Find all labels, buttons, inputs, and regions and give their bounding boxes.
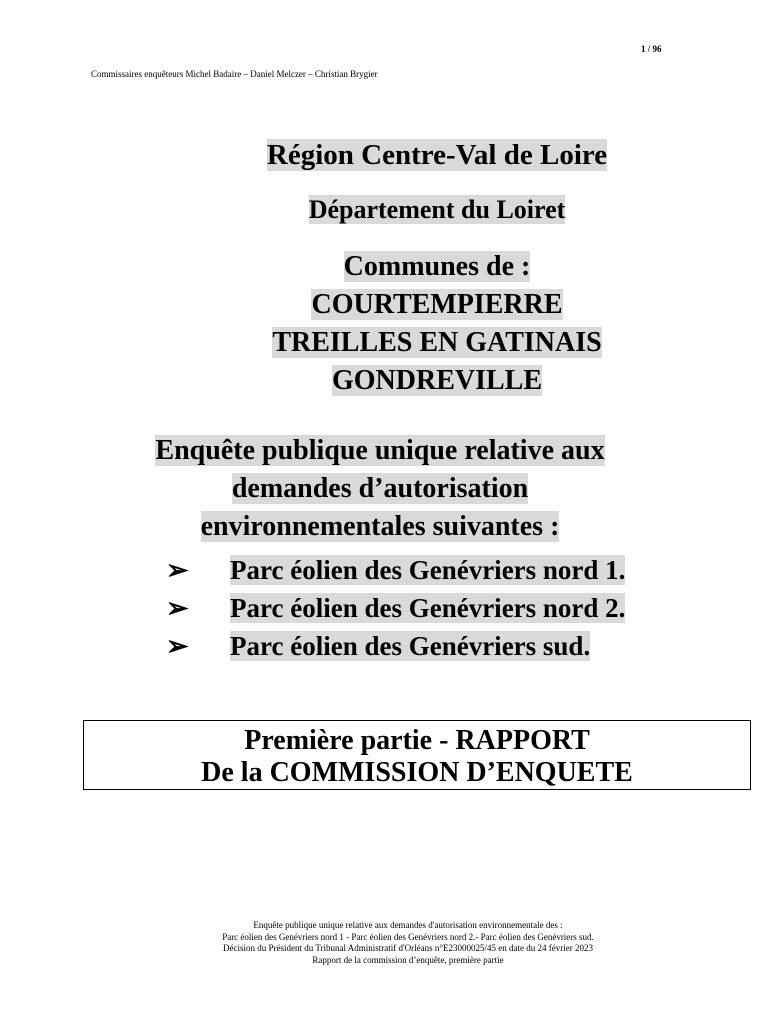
department-text: Département du Loiret: [308, 195, 566, 224]
subject-heading: [0, 432, 765, 546]
commune-name: TREILLES EN GATINAIS: [272, 327, 602, 358]
parc-list: [166, 551, 625, 665]
subject-line: environnementales suivantes :: [200, 511, 560, 542]
page-footer: [23, 920, 770, 966]
region-title: [52, 139, 770, 172]
arrow-bullet-icon: ➢: [166, 631, 189, 661]
parc-name: Parc éolien des Genévriers sud.: [230, 631, 591, 661]
communes-label: Communes de :: [343, 251, 531, 282]
list-item: [166, 627, 625, 665]
page-number: 1 / 96: [641, 44, 662, 54]
report-title-line2: De la COMMISSION D’ENQUETE: [201, 757, 633, 788]
arrow-bullet-icon: ➢: [166, 593, 189, 623]
commissioners-header: Commissaires enquêteurs Michel Badaire – Daniel Melczer – Christian Brygier: [91, 69, 378, 79]
department-title: [52, 195, 770, 225]
parc-name: Parc éolien des Genévriers nord 2.: [230, 593, 626, 623]
footer-line: Enquête publique unique relative aux demandes d'autorisation environnementale des :: [253, 920, 563, 930]
footer-line: Parc éolien des Genévriers nord 1 - Parc éolien des Genévriers nord 2.- Parc éolien des Genévriers sud.: [222, 931, 594, 942]
report-title-line1: Première partie - RAPPORT: [244, 725, 590, 756]
footer-line: Décision du Président du Tribunal Administratif d'Orléans n°E23000025/45 en date du 24 février 2023: [223, 943, 593, 953]
subject-line: demandes d’autorisation: [231, 473, 529, 504]
report-title-box: [83, 720, 751, 790]
region-text: Région Centre-Val de Loire: [266, 139, 608, 171]
parc-name: Parc éolien des Genévriers nord 1.: [230, 555, 626, 585]
arrow-bullet-icon: ➢: [166, 555, 189, 585]
commune-name: COURTEMPIERRE: [311, 289, 563, 320]
subject-line: Enquête publique unique relative aux: [155, 435, 605, 466]
communes-block: [52, 248, 770, 400]
list-item: [166, 551, 625, 589]
commune-name: GONDREVILLE: [331, 365, 543, 396]
list-item: [166, 589, 625, 627]
footer-line: Rapport de la commission d’enquête, première partie: [312, 954, 504, 965]
